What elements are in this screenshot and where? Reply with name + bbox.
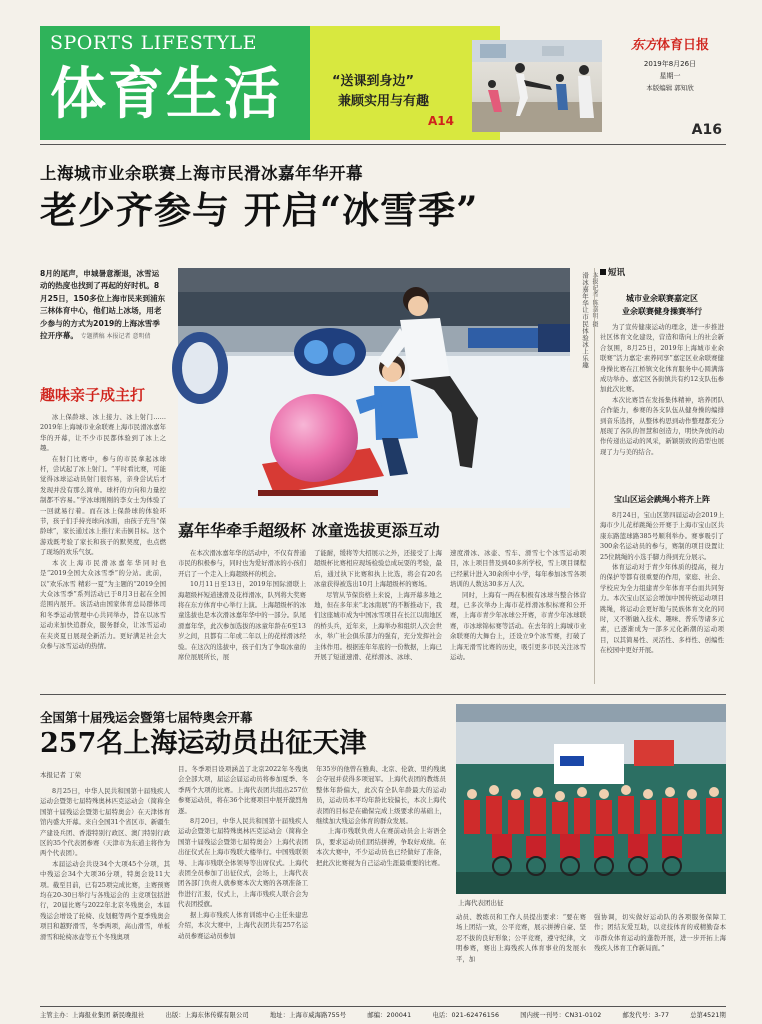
briefs-label bbox=[600, 266, 625, 278]
footer bbox=[40, 1010, 726, 1019]
footer-publisher: 出版：上海东体传媒有限公司 bbox=[165, 1012, 249, 1019]
main-col-4 bbox=[450, 548, 586, 684]
paragraph: 8月20日，中华人民共和国第十届残疾人运动会暨第七届特殊奥林匹克运动会（简称全国第十届残运会暨第七届特奥会）上海代表团出征仪式在上海市残联大楼举行。中国残联领导、上海市残联全体领导等出席仪式。上海代表团全员参加了出征仪式，会场上，上海代表团各部门负责人就参赛本次大赛的各项准备工作进行汇报，仪式上，上海市残疾人联合会为代表团授旗。 bbox=[178, 817, 308, 909]
issue-weekday: 星期一 bbox=[659, 72, 681, 80]
brief-1-title-line-2: 业余联赛健身操赛举行 bbox=[622, 307, 702, 316]
second-photo-caption: 上海代表团出征 bbox=[458, 899, 504, 907]
page-number: A16 bbox=[691, 122, 722, 138]
paragraph: 目。冬季项目设项涵盖了北京2022年冬残奥会全部大项，届运会届运动员将参加夏季、冬季两个大项的比赛。上海代表团共组出257位参赛运动员，将在36个比赛项目中展开激烈角逐。 bbox=[178, 765, 308, 815]
footer-postcode: 邮编：200041 bbox=[367, 1012, 412, 1019]
section-rule bbox=[40, 694, 726, 695]
promo-page-ref: A14 bbox=[428, 114, 454, 128]
main-photo-credit bbox=[588, 272, 598, 508]
paragraph: 了能耐，缓将等大招展示之外，还接受了上海超级杯比赛相应现场检验总成玩耍的考验，最后，通过执下比赛和执上比选，将会有20名冰童获得被选出10月上海超级杯的赛场。 bbox=[314, 549, 442, 589]
second-headline: 257名上海运动员出征天津 bbox=[40, 728, 367, 759]
footer-issue: 总第4521期 bbox=[690, 1012, 726, 1019]
second-kicker: 全国第十届残运会暨第七届特奥会开幕 bbox=[40, 710, 253, 725]
paragraph: 强协调，切实做好运动队的各项服务保障工作；团结友爱互助，以竞技体育的戒精勤奋本市群众体育运动的蓬勃开展，进一步开拓上海残疾人体育工作新局面。” bbox=[594, 913, 726, 953]
second-col-1 bbox=[40, 786, 170, 1000]
section-banner bbox=[40, 26, 310, 140]
promo-photo bbox=[472, 40, 602, 132]
paragraph: 同时，上海有一两在积极有冰球当整合体营理，已多次举办上海市花样滑冰积标赛和公开赛，上海市青少年冰球公开赛，市青少年冰球联赛，市冰球锦标赛等活动。在去年的上海城市业余联赛的大舞台上，还设立9个冰雪赛，打破了上海无滑雪比赛的历史，吸引更多市民关注冰雪运动。 bbox=[450, 590, 586, 662]
second-col-4 bbox=[456, 912, 586, 1000]
footer-postal-code: 邮发代号：3-77 bbox=[622, 1012, 670, 1019]
paragraph: 冰上保龄球、冰上接力、冰上射门……2019年上海城市业余联赛上海市民滑冰嘉年华的开幕，让不少市民都体验到了冰上之趣。 bbox=[40, 413, 166, 453]
paragraph: 年35岁的他曾在雅典、北京、伦敦、里约残奥会夺冠并获得多项冠军。上海代表团的教练员整体年龄偏大，此次有全队年龄最大的运动员，运动员本平均年龄比较偏长，本次上海代表团的目标是在确保完成上级要求的基础上，继续加大残运会体育的群众发展。 bbox=[316, 765, 446, 826]
paragraph: 据上海市残疾人体育训练中心主任朱建忠介绍，本次大赛中，上海代表团共有257名运动员参赛运动员参加 bbox=[178, 910, 308, 940]
brief-2-title: 宝山区运会跳绳小将齐上阵 bbox=[614, 495, 710, 504]
main-photo-caption-text: 滑冰嘉年华让市民体验冰上乐趣 bbox=[581, 272, 589, 369]
paper-logo bbox=[614, 34, 726, 53]
paragraph: 在本次滑冰嘉年华的活动中，不仅有普通市民的积极参与，同时也为爱好滑冰的小孩们开启了一个走入上海超级杯的机会。 bbox=[178, 549, 306, 578]
main-col-1 bbox=[40, 412, 166, 650]
paragraph: 本届运动会共设34个大项45个分项，其中残运会34个大项36分项，特奥会设11大项。截至目前，已有25项完成比赛，主赛预赛均在20-30日举行与各残运会的 主竞项包括进行，20届比赛与2022年北京冬残奥会，本届残运会增设了轮椅、皮划艇等两个夏季残奥会项目和越野滑雪，冬季两项，高山滑雪，单板滑雪和轮椅冰壶等五个冬残奥项 bbox=[40, 859, 170, 941]
masthead-rule bbox=[40, 144, 726, 145]
brief-1-title-line-1: 城市业余联赛嘉定区 bbox=[626, 294, 698, 303]
second-photo bbox=[456, 704, 726, 894]
footer-rule bbox=[40, 1006, 726, 1007]
section-title-english: SPORTS LIFESTYLE bbox=[50, 32, 257, 54]
promo-line-1: “送课到身边” bbox=[332, 74, 415, 89]
second-col-2 bbox=[178, 764, 308, 1000]
paragraph: 尽管从节保资格上来说，上海开幕多地之地，但在多年来“北冰南展”的不断推动下，我们这座城市成为中国冰雪项目在长江以南地区的桥头兵，近年来，上海举办和组织人次会世水，举广社会俱乐部力的强有，充分发挥社会主体作用。根据连年年底的一份数据，上海已开展了短道速滑、花样滑冰、冰球、 bbox=[314, 590, 442, 662]
paragraph: 本次比赛旨在发扬集体精神，培养团队合作能力，参赛的各支队伍从健身操的编排到音乐选择，从整体构思到动作整理都充分展现了各队的智慧和创造力，明快奔放的动作传递出运动的风采，新颖别致的造型也展现了力与美的结合。 bbox=[600, 395, 724, 456]
main-photo bbox=[178, 268, 570, 508]
main-col-3 bbox=[314, 548, 442, 684]
issue-date: 2019年8月26日 bbox=[643, 60, 697, 68]
paragraph: 8月25日，中华人民共和国第十届残疾人运动会暨第七届特殊奥林匹克运动会（简称全国第十届残运会暨第七届特奥会）在天津体育馆内盛大开幕。来自全国31个省区市、新疆生产建设兵团、香港特别行政区、澳门特别行政区的35个代表团参赛（天津市为东道主将作为两个代表团）。 bbox=[40, 787, 170, 858]
brief-2-body bbox=[600, 510, 724, 684]
paper-logo-sports-daily: 体育日报 bbox=[657, 38, 710, 53]
second-col-5 bbox=[594, 912, 726, 1000]
sub-heading-super-cup: 嘉年华牵手超级杯 冰童选拔更添互动 bbox=[178, 521, 440, 540]
paragraph: 在射门比赛中，参与的市民拿起冰球杆，尝试起了冰上射门。“平时看比赛，可能觉得冰球运动员射门很容易，亲身尝试后才发现并没有那么简单。球杆的方向和力量控制都不容易。”学冰球刚刚的李女士为体验了一回就易行着。而在冰上保龄球的体验环节，孩子们手持亮球向冰面，由孩子充当“保龄球”，家长通过冰上推行来击倒目标。这个游戏既考验了家长和孩子的默契度，也点燃了现场的欢乐气氛。 bbox=[40, 454, 166, 557]
footer-cn-number: 国内统一刊号：CN31-0102 bbox=[520, 1012, 602, 1019]
sub-heading-family-fun: 趣味亲子成主打 bbox=[40, 386, 146, 404]
page-editor: 本版编辑 郭知欣 bbox=[646, 84, 694, 92]
column-divider bbox=[594, 268, 595, 684]
paper-info bbox=[614, 32, 726, 140]
second-col-3 bbox=[316, 764, 446, 1000]
main-col-2 bbox=[178, 548, 306, 684]
second-byline: 本报记者 丁荣 bbox=[40, 771, 82, 779]
paragraph: 10月11日至13日，2019年国际滑联上海超级杯短道速滑及花样滑冰，队列将大奖赛将在东方体育中心举行上演。上海超级杯的冰童选拔也是本次滑冰嘉年华中的一部分。队尾滑嘉年华，此次参加选拔的冰童年龄在6至13岁之间，且都有二年或二年以上的花样滑冰经验。在这次的选拔中，孩子们为了争取冰童的席位展展所长，展 bbox=[178, 580, 306, 662]
main-kicker: 上海城市业余联赛上海市民滑冰嘉年华开幕 bbox=[40, 164, 363, 183]
paper-logo-east: 东方 bbox=[630, 38, 657, 53]
paragraph: 本次上海市民滑冰嘉年华同时也是“2019全国大众冰雪季”的分站。此前，以“欢乐冰雪 精彩一夏”为主题的“2019全国大众冰雪季”系列活动已于8月3日起在全国范围内展开。该活动由国家体育总局群体司和冬季运动管理中心共同举办，旨在以冰雪运动来加快追群众，服务群众，让冰雪运动在夹炎夏日展现全新活力。更好满足社会大众参与冰雪运动的热情。 bbox=[40, 558, 166, 650]
paragraph: 上海市残联负责人在赛前动员会上寄语全队，要求运动员们团结拼搏，争取好成绩。在本次大赛中，不少运动员也已经做好了准备，把此次比赛视为自己运动生涯最重要的比赛。 bbox=[316, 827, 446, 867]
briefs-square-icon bbox=[600, 269, 606, 275]
masthead bbox=[40, 26, 726, 140]
footer-phone: 电话：021-62476156 bbox=[432, 1012, 500, 1019]
footer-sponsor: 主管主办：上海报业集团 新民晚报社 bbox=[40, 1012, 145, 1019]
paragraph: 为了宣传健康运动的理念，进一步推进社区体育文化建设，营造和谐向上的社会新合氛围，8月25日，2019年上海城市业余联赛“活力嘉定·素养同享”嘉定区业余联赛健身操比赛在江桥镇文化体育服务中心圆满落成功举办。嘉定区各街镇共有约12支队伍参加此次比赛。 bbox=[600, 323, 724, 394]
promo-line-2: 兼顾实用与有趣 bbox=[338, 94, 430, 109]
main-photo-caption bbox=[574, 272, 588, 508]
main-lead-text: 8月的尾声，申城暑意渐退，冰雪运动的热度也找到了再起的好时机。8月25日，150多位上海市民来到浦东三林体育中心，他们站上冰场，用老少参与的方式为2019的上海冰雪季拉开序幕。 bbox=[40, 269, 166, 341]
paragraph: 8月24日，宝山区第四届运动会2019上海市少儿花样跳绳公开赛于上海市宝山区共康东路篮球路385号顺利举办。赛事吸引了300余名运动员的参与，赛制的项目设置让25位跳绳的小选手脚力得到充分展示。 bbox=[600, 511, 724, 561]
main-headline: 老少齐参与 开启“冰雪季” bbox=[40, 188, 479, 232]
brief-1-title bbox=[600, 292, 724, 318]
paragraph: 体育运动对于青少年体质的提高，视力的保护等都有很重要的作用，家庭、社会、学校应为全力组建青少年体育平台而共同努力。本次宝山区运会增加中国传统运动项目跳绳，将运动会更好地与民族体育文化的同时，又不断融入技术、趣味、普乐等诸多元素，已逐渐成为一部多元化新潮的运动项目，以其简易性、灵活性、多样性、创编性在校园中更好开展。 bbox=[600, 563, 724, 655]
main-lead bbox=[40, 268, 166, 372]
briefs-label-text: 短讯 bbox=[608, 268, 626, 278]
paragraph: 动员、教练员和工作人员提出要求：“要在赛场上团结一致，公平竞赛，展示拼搏自豪、坚忍不拔的良好形象；公平竞赛，遵守纪律，文明参赛，赛出上海残疾人体育事业的发展水平，加 bbox=[456, 913, 586, 963]
brief-1-body bbox=[600, 322, 724, 482]
section-title-chinese: 体育生活 bbox=[50, 62, 282, 127]
footer-address: 地址：上海市威海路755号 bbox=[269, 1012, 347, 1019]
main-byline: 专题撰稿 本报记者 意明倩 bbox=[80, 333, 151, 341]
paragraph: 速度滑冰、冰壶、雪车、滑雪七个冰雪运动项目，冰上项目普及到40多所学校，雪上项目课程已经累计进入30余所中小学，每年参加冰雪各项培训的人数达30多万人次。 bbox=[450, 549, 586, 589]
